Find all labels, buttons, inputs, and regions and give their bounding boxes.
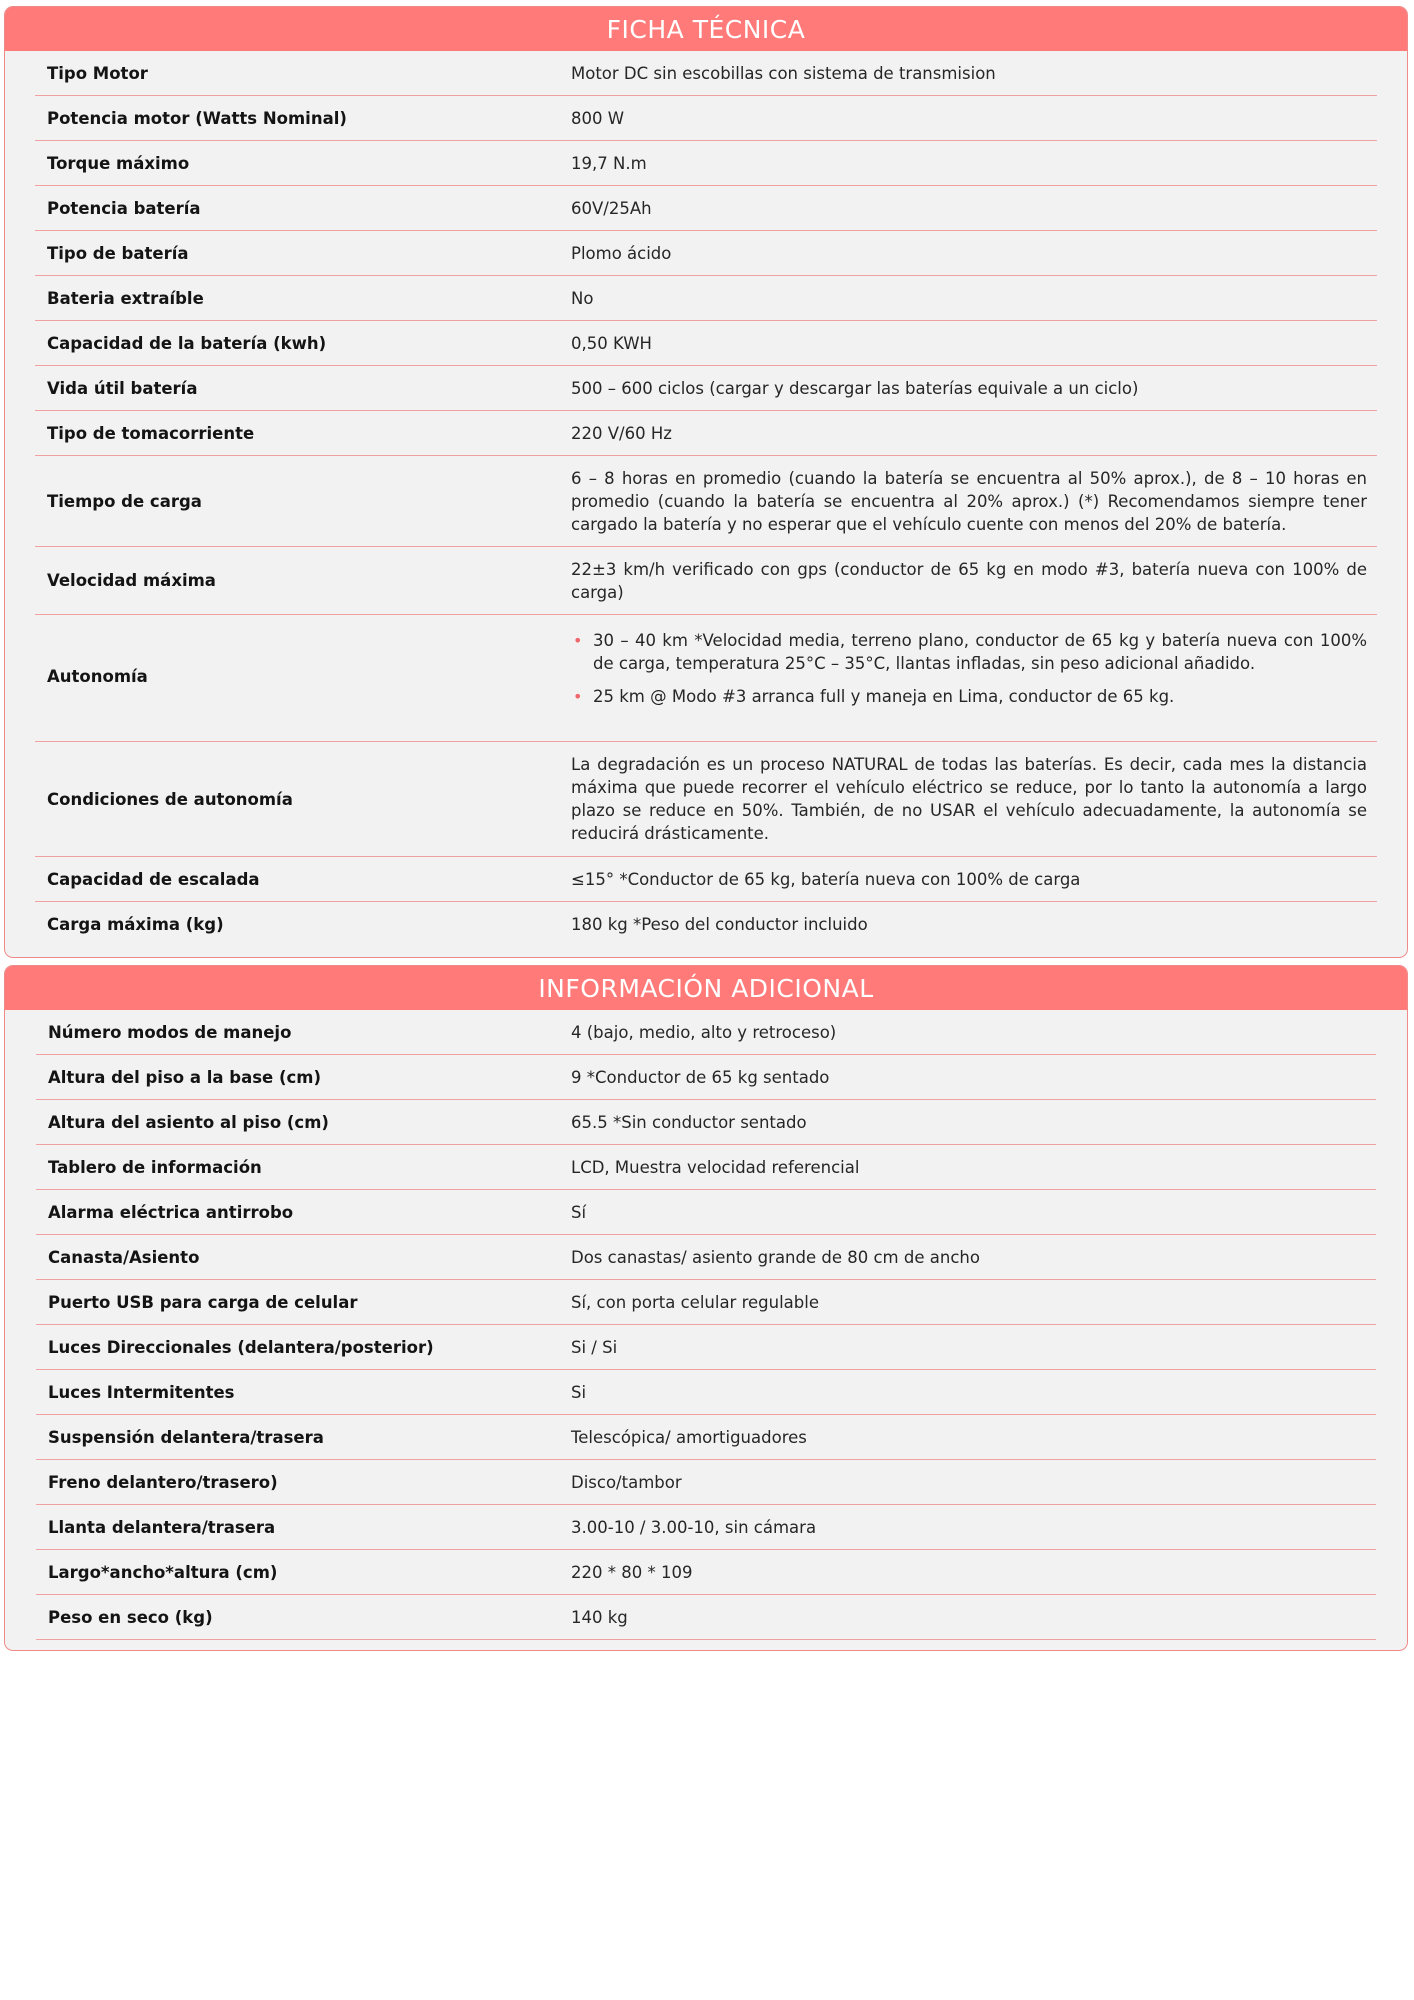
info-value: 140 kg [571, 1607, 628, 1627]
info-label: Freno delantero/trasero) [48, 1472, 278, 1492]
spec-label: Vida útil batería [47, 378, 198, 398]
ficha-tecnica-title: FICHA TÉCNICA [5, 7, 1407, 51]
spec-label: Carga máxima (kg) [47, 915, 224, 934]
spec-value: 60V/25Ah [571, 198, 652, 218]
list-item: • 30 – 40 km *Velocidad media, terreno plano, conductor de 65 kg y batería nueva con 100% de carga, temperatura 25°C – 35°C, llantas infladas, sin peso adicional añadido. [573, 631, 1367, 673]
info-row [36, 1055, 1376, 1100]
info-label: Luces Intermitentes [48, 1382, 235, 1402]
spec-value: No [571, 288, 594, 308]
spec-row-potencia-motor [35, 96, 1377, 141]
spec-value: 6 – 8 horas en promedio (cuando la batería se encuentra al 50% aprox.), de 8 – 10 horas en promedio (cuando la batería se encuentra al 20% aprox.) (*) Recomendamos siempre tener cargado la batería y no esperar que el vehículo cuente con menos del 20% de batería. [571, 468, 1367, 534]
info-value: Disco/tambor [571, 1472, 682, 1492]
spec-row-carga-maxima [35, 902, 1377, 947]
info-row [36, 1010, 1376, 1055]
spec-value: Motor DC sin escobillas con sistema de transmision [571, 63, 996, 83]
spec-row-torque [35, 141, 1377, 186]
info-row [36, 1505, 1376, 1550]
info-label: Número modos de manejo [48, 1022, 292, 1042]
spec-value: Plomo ácido [571, 243, 672, 263]
spec-label: Autonomía [47, 667, 148, 686]
info-row [36, 1325, 1376, 1370]
spec-row-bateria-extraible [35, 276, 1377, 321]
info-value: Telescópica/ amortiguadores [571, 1427, 807, 1447]
spec-value: La degradación es un proceso NATURAL de todas las baterías. Es decir, cada mes la distancia máxima que puede recorrer el vehículo eléctrico se reduce, por lo tanto la autonomía a largo plazo se reduce en 50%. También, de no USAR el vehículo adecuadamente, la autonomía se reducirá drásticamente. [571, 755, 1367, 843]
list-item: • 25 km @ Modo #3 arranca full y maneja en Lima, conductor de 65 kg. [573, 687, 1175, 706]
info-value: Dos canastas/ asiento grande de 80 cm de ancho [571, 1247, 980, 1267]
info-row [36, 1235, 1376, 1280]
spec-label: Condiciones de autonomía [47, 789, 293, 809]
info-value: 9 *Conductor de 65 kg sentado [571, 1067, 830, 1087]
spec-value: 220 V/60 Hz [571, 423, 672, 443]
spec-value: 500 – 600 ciclos (cargar y descargar las baterías equivale a un ciclo) [571, 378, 1139, 398]
info-row [36, 1370, 1376, 1415]
info-label: Suspensión delantera/trasera [48, 1427, 324, 1447]
spec-value-list [571, 629, 1377, 718]
spec-label: Capacidad de la batería (kwh) [47, 333, 327, 353]
bullet-icon: • [573, 631, 583, 650]
info-label: Altura del asiento al piso (cm) [48, 1112, 329, 1132]
info-value: LCD, Muestra velocidad referencial [571, 1157, 860, 1177]
spec-label: Capacidad de escalada [47, 869, 260, 889]
spec-row-escalada [35, 857, 1377, 902]
info-value: 65.5 *Sin conductor sentado [571, 1112, 807, 1132]
spec-row-tipo-bateria [35, 231, 1377, 276]
spec-value: ≤15° *Conductor de 65 kg, batería nueva con 100% de carga [571, 869, 1081, 889]
spec-value: 0,50 KWH [571, 333, 652, 353]
info-label: Peso en seco (kg) [48, 1607, 213, 1627]
info-label: Llanta delantera/trasera [48, 1517, 276, 1537]
spec-label: Tipo Motor [47, 63, 148, 83]
spec-label: Potencia motor (Watts Nominal) [47, 108, 347, 128]
spec-label: Tipo de batería [47, 243, 189, 263]
info-row [36, 1145, 1376, 1190]
spec-label: Bateria extraíble [47, 288, 204, 308]
info-label: Canasta/Asiento [48, 1247, 200, 1267]
info-label: Luces Direccionales (delantera/posterior) [48, 1337, 434, 1357]
spec-value: 22±3 km/h verificado con gps (conductor de 65 kg en modo #3, batería nueva con 100% de carga) [571, 559, 1367, 602]
info-value: 3.00-10 / 3.00-10, sin cámara [571, 1517, 817, 1537]
info-label: Alarma eléctrica antirrobo [48, 1202, 294, 1222]
info-label: Largo*ancho*altura (cm) [48, 1562, 278, 1582]
spec-row-potencia-bateria [35, 186, 1377, 231]
info-row [36, 1595, 1376, 1640]
informacion-adicional-title: INFORMACIÓN ADICIONAL [5, 966, 1407, 1010]
ficha-tecnica-card [4, 6, 1408, 958]
informacion-adicional-card [4, 965, 1408, 1651]
spec-label: Tipo de tomacorriente [47, 423, 255, 443]
info-label: Altura del piso a la base (cm) [48, 1067, 322, 1087]
spec-value: 19,7 N.m [571, 153, 647, 173]
spec-row-condiciones-autonomia [35, 742, 1377, 857]
spec-label: Velocidad máxima [47, 571, 216, 590]
info-value: 220 * 80 * 109 [571, 1562, 693, 1582]
spec-value: 800 W [571, 108, 625, 128]
spec-row-tiempo-carga [35, 456, 1377, 547]
spec-row-vida-util [35, 366, 1377, 411]
spec-row-velocidad-maxima [35, 547, 1377, 615]
info-value: 4 (bajo, medio, alto y retroceso) [571, 1022, 837, 1042]
spec-label: Potencia batería [47, 198, 201, 218]
info-row [36, 1460, 1376, 1505]
info-value: Si [571, 1382, 587, 1402]
spec-value: 180 kg *Peso del conductor incluido [571, 915, 868, 934]
info-row [36, 1550, 1376, 1595]
bullet-icon: • [573, 687, 583, 706]
informacion-adicional-table [5, 1010, 1407, 1640]
info-value: Sí [571, 1202, 587, 1222]
info-label: Puerto USB para carga de celular [48, 1292, 358, 1312]
info-row [36, 1280, 1376, 1325]
info-label: Tablero de información [48, 1157, 262, 1177]
info-value: Si / Si [571, 1337, 618, 1357]
spec-row-autonomia [35, 615, 1377, 742]
spec-row-tipo-motor [35, 51, 1377, 96]
info-row [36, 1100, 1376, 1145]
info-value: Sí, con porta celular regulable [571, 1292, 819, 1312]
ficha-tecnica-table [5, 51, 1407, 947]
info-row [36, 1415, 1376, 1460]
spec-row-capacidad-bateria [35, 321, 1377, 366]
spec-label: Torque máximo [47, 153, 190, 173]
spec-row-tomacorriente [35, 411, 1377, 456]
info-row [36, 1190, 1376, 1235]
spec-label: Tiempo de carga [47, 491, 202, 511]
